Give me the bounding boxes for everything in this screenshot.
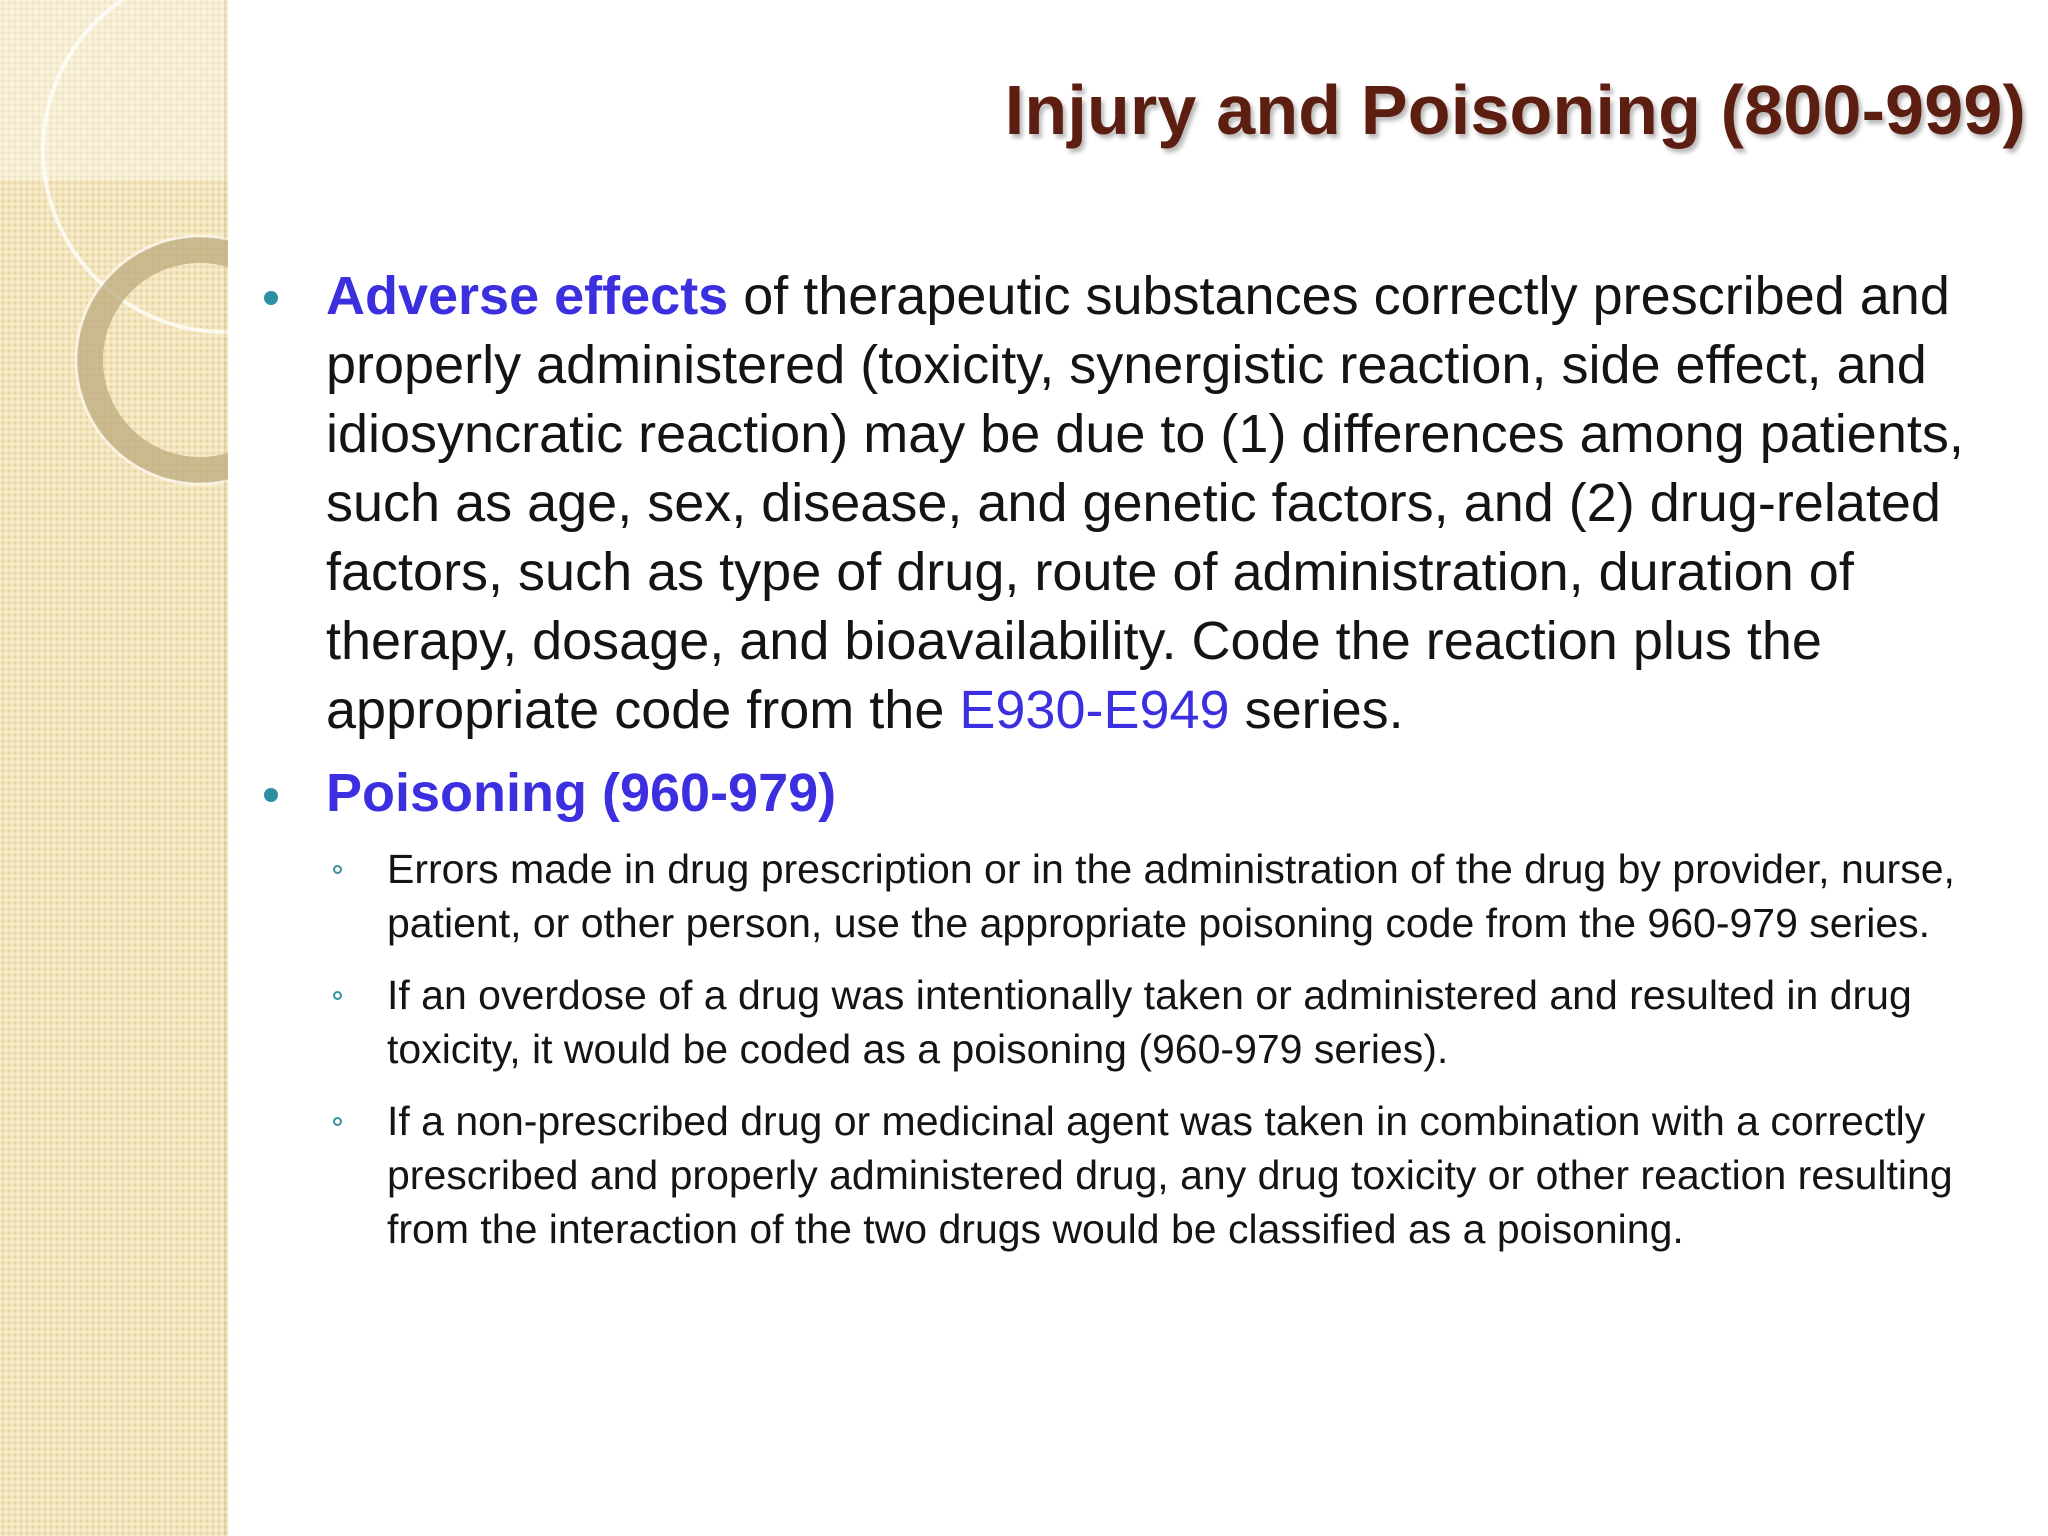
side-panel-edge — [224, 0, 228, 1536]
hollow-circle-bullet-icon — [333, 865, 342, 874]
bullet-dot-icon — [264, 788, 278, 802]
hollow-circle-bullet-icon — [333, 991, 342, 1000]
decorative-side-panel — [0, 0, 228, 1536]
bullet-list — [250, 262, 2030, 1274]
sub-bullet-text: Errors made in drug prescription or in the administration of the drug by provider, nurse, patient, or other person, use the appropriate poisoning code from the 960-979 series. — [387, 846, 1955, 946]
hollow-circle-bullet-icon — [333, 1117, 342, 1126]
bullet-heading-adverse-effects: Adverse effects — [326, 266, 729, 326]
bullet-dot-icon — [264, 291, 278, 305]
code-range-e930-e949: E930-E949 — [959, 680, 1230, 740]
bullet-poisoning — [250, 759, 2030, 1256]
poisoning-sub-list — [250, 842, 2030, 1256]
decorative-rings-graphic — [0, 0, 228, 520]
bullet-adverse-effects — [250, 262, 2030, 745]
slide-title: Injury and Poisoning (800-999) — [1004, 71, 2026, 149]
bullet-body-text-end: series. — [1229, 680, 1404, 740]
sub-bullet-text: If an overdose of a drug was intentionally taken or administered and resulted in drug toxicity, it would be coded as a poisoning (960-979 series). — [387, 972, 1912, 1072]
sub-bullet-non-prescribed — [250, 1094, 2030, 1256]
bullet-heading-poisoning: Poisoning (960-979) — [326, 763, 837, 823]
sub-bullet-text: If a non-prescribed drug or medicinal agent was taken in combination with a correctly prescribed and properly administered drug, any drug toxicity or other reaction resulting from the interaction of the two drugs would be classified as a poisoning. — [387, 1098, 1953, 1252]
sub-bullet-overdose — [250, 968, 2030, 1076]
sub-bullet-errors — [250, 842, 2030, 950]
bullet-body-text: of therapeutic substances correctly prescribed and properly administered (toxicity, synergistic reaction, side effect, and idiosyncratic reaction) may be due to (1) differences among patients, such as age, sex, disease, and genetic factors, and (2) drug-related factors, such as type of drug, route of administration, duration of therapy, dosage, and bioavailability. Code the reaction plus the appropriate code from the — [326, 266, 1964, 740]
